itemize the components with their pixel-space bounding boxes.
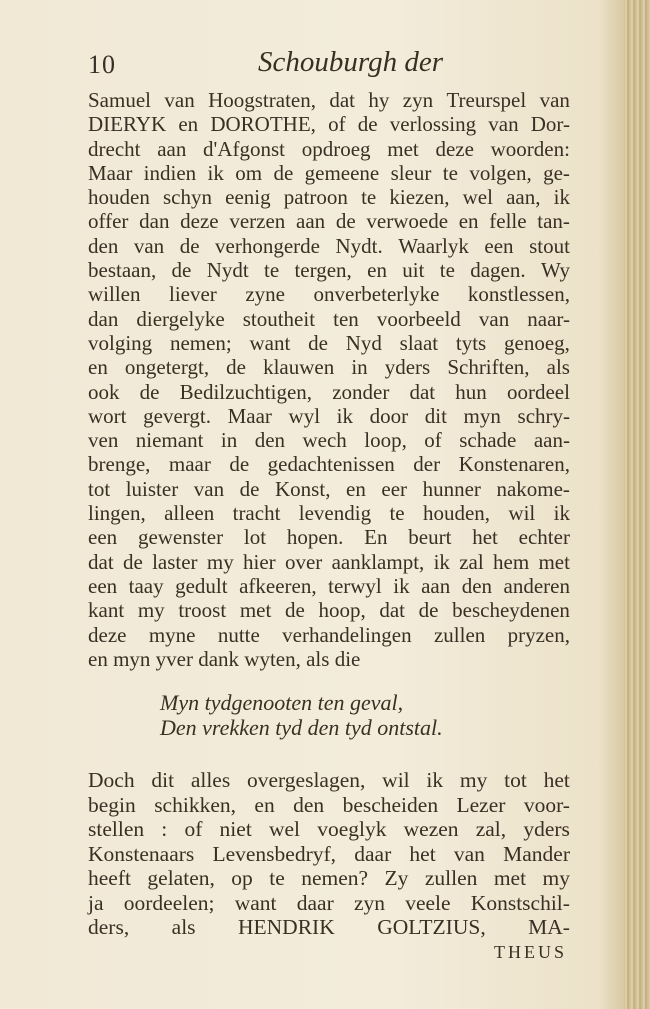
verse-line: Den vrekken tyd den tyd ontstal. bbox=[160, 714, 443, 740]
text-line: heeft gelaten, op te nemen? Zy zullen met my bbox=[88, 866, 570, 891]
text-line: lingen, alleen tracht levendig te houden, wil ik bbox=[88, 501, 570, 526]
text-line: tot luister van de Konst, en eer hunner nakome- bbox=[88, 476, 570, 501]
text-line: Maar indien ik om de gemeene sleur te volgen, ge- bbox=[88, 160, 570, 185]
text-line: dan diergelyke stoutheit ten voorbeeld van naar- bbox=[88, 306, 570, 331]
text-line: Doch dit alles overgeslagen, wil ik my tot het bbox=[88, 768, 570, 793]
text-line: dat de laster my hier over aanklampt, ik zal hem met bbox=[88, 549, 570, 574]
text-line: ja oordeelen; want daar zyn veele Konstschil- bbox=[88, 890, 570, 915]
page-body bbox=[88, 88, 570, 940]
text-line: drecht aan d'Afgonst opdroeg met deze woorden: bbox=[88, 136, 570, 161]
text-line: DIERYK en DOROTHE, of de verlossing van Dor- bbox=[88, 112, 570, 137]
paragraph-2 bbox=[88, 768, 570, 940]
text-line: begin schikken, en den bescheiden Lezer voor- bbox=[88, 792, 570, 817]
verse-quote bbox=[88, 691, 570, 740]
text-line: Konstenaars Levensbedryf, daar het van Mander bbox=[88, 841, 570, 866]
text-line: ven niemant in den wech loop, of schade aan- bbox=[88, 428, 570, 453]
text-line: Samuel van Hoogstraten, dat hy zyn Treurspel van bbox=[88, 88, 570, 112]
text-line: en myn yver dank wyten, als die bbox=[88, 646, 361, 671]
text-line: een taay gedult afkeeren, terwyl ik aan den anderen bbox=[88, 573, 570, 598]
text-line: kant my troost met de hoop, dat de bescheydenen bbox=[88, 598, 570, 623]
text-line: willen liever zyne onverbeterlyke konstlessen, bbox=[88, 282, 570, 307]
text-line: een gewenster lot hopen. En beurt het echter bbox=[88, 525, 570, 550]
text-line: houden schyn eenig patroon te kiezen, wel aan, ik bbox=[88, 185, 570, 210]
text-line: ders, als HENDRIK GOLTZIUS, MA- bbox=[88, 915, 570, 940]
page-number: 10 bbox=[88, 50, 116, 79]
text-line: wort gevergt. Maar wyl ik door dit myn schry- bbox=[88, 403, 570, 428]
text-line: volging nemen; want de Nyd slaat tyts genoeg, bbox=[88, 330, 570, 355]
text-line: bestaan, de Nydt te tergen, en uit te dagen. Wy bbox=[88, 258, 570, 283]
text-line: offer dan deze verzen aan de verwoede en felle tan- bbox=[88, 209, 570, 234]
text-line: brenge, maar de gedachtenissen der Konstenaren, bbox=[88, 452, 570, 477]
text-line: den van de verhongerde Nydt. Waarlyk een stout bbox=[88, 233, 570, 258]
catchword: THEUS bbox=[494, 942, 567, 962]
page-header bbox=[88, 46, 568, 86]
paragraph-1 bbox=[88, 88, 570, 671]
text-line: stellen : of niet wel voeglyk wezen zal, yders bbox=[88, 817, 570, 842]
verse-line: Myn tydgenooten ten geval, bbox=[160, 690, 404, 716]
text-line: ook de Bedilzuchtigen, zonder dat hun oordeel bbox=[88, 379, 570, 404]
page-edge bbox=[624, 0, 650, 1009]
text-line: en ongetergt, de klauwen in yders Schriften, als bbox=[88, 355, 570, 380]
text-line: deze myne nutte verhandelingen zullen pryzen, bbox=[88, 622, 570, 647]
running-title: Schouburgh der bbox=[258, 46, 443, 78]
